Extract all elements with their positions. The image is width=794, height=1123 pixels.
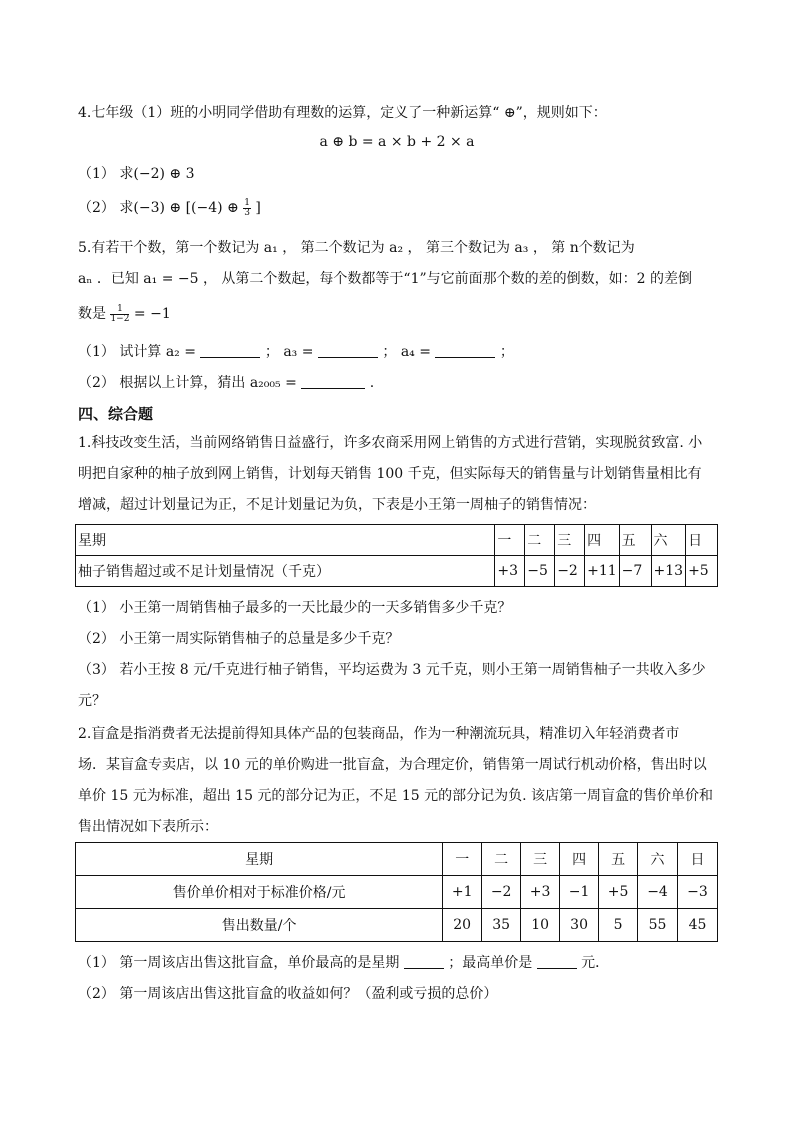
- table-header-day: 三: [555, 525, 585, 556]
- table-cell: +3: [521, 876, 560, 909]
- answer-blank-price[interactable]: [537, 954, 577, 969]
- table-cell: 35: [482, 909, 521, 942]
- table-header-day: 五: [619, 525, 651, 556]
- table-cell: 10: [521, 909, 560, 942]
- table-cell: 5: [599, 909, 638, 942]
- c1-line2: 明把自家种的柚子放到网上销售，计划每天销售 100 千克，但实际每天的销售量与计划销售量相比有: [78, 466, 702, 482]
- table-header-day: 六: [651, 525, 686, 556]
- fraction-numerator: 1: [244, 197, 250, 208]
- table-header-day: 四: [585, 525, 620, 556]
- c1-line1: 1.科技改变生活，当前网络销售日益盛行，许多农商采用网上销售的方式进行营销，实现脱贫致富. 小: [78, 435, 703, 451]
- answer-blank-day[interactable]: [404, 954, 444, 969]
- q5-line1: 5.有若干个数，第一个数记为 a₁ ， 第二个数记为 a₂ ， 第三个数记为 a₃ ， 第 n个数记为: [78, 240, 635, 256]
- table-header-day: 日: [678, 843, 718, 876]
- table-header-day: 一: [443, 843, 482, 876]
- q5-part1: [78, 342, 514, 362]
- q4-intro: 4.七年级（1）班的小明同学借助有理数的运算，定义了一种新运算“ ⊕”，规则如下：: [78, 105, 607, 121]
- q5-part2: [78, 373, 374, 393]
- table-cell: −7: [619, 556, 651, 587]
- q5-part2-text: 根据以上计算，猜出 a₂₀₀₅ =: [119, 375, 297, 391]
- q4-part2-text: 求(−3) ⊕ [(−4) ⊕: [119, 200, 239, 216]
- c1-line3: 增减，超过计划量记为正，不足计划量记为负，下表是小王第一周柚子的销售情况：: [78, 497, 596, 513]
- table-header-day: 二: [525, 525, 555, 556]
- table-header-day: 二: [482, 843, 521, 876]
- table-cell: +5: [599, 876, 638, 909]
- section-title: 四、综合题: [78, 405, 154, 423]
- q4-part1-number: （1）: [78, 166, 115, 182]
- c2-line2: 场．某盲盒专卖店，以 10 元的单价购进一批盲盒，为合理定价，销售第一周试行机动价格，售出时以: [78, 757, 707, 773]
- q5-part2-end: .: [369, 375, 375, 391]
- fraction-denominator: 3: [244, 207, 250, 218]
- q4-part2-close: ]: [255, 200, 261, 216]
- q5-line2: aₙ ．已知 a₁ = −5 ， 从第二个数起，每个数都等于“1”与它前面那个数的差的倒数，如：2 的差倒: [78, 271, 693, 287]
- table-row: [76, 909, 718, 942]
- q4-part1-text: 求(−2) ⊕ 3: [119, 166, 195, 182]
- q4-part2-number: （2）: [78, 200, 115, 216]
- q4-rule: a ⊕ b = a × b + 2 × a: [319, 134, 475, 150]
- table-row-label: 售出数量/个: [76, 909, 443, 942]
- table-cell: +5: [686, 556, 718, 587]
- table-cell: 45: [678, 909, 718, 942]
- blind-box-sales-table: [75, 842, 718, 942]
- table-row: [76, 525, 718, 556]
- c2-part1-text-a: （1） 第一周该店出售这批盲盒，单价最高的是星期: [78, 955, 400, 971]
- c2-line3: 单价 15 元为标准，超出 15 元的部分记为正，不足 15 元的部分记为负. 该店第一周盲盒的售价单价和: [78, 788, 714, 804]
- c2-part1-text-b: ；最高单价是: [448, 955, 533, 971]
- table-row: [76, 843, 718, 876]
- table-cell: +3: [495, 556, 525, 587]
- c2-part2: （2） 第一周该店出售这批盲盒的收益如何？（盈利或亏损的总价）: [78, 986, 498, 1002]
- table-row: [76, 556, 718, 587]
- table-row: [76, 876, 718, 909]
- answer-blank-a2[interactable]: [200, 343, 260, 358]
- q4-part1: [78, 164, 194, 184]
- c1-part3-line2: 元？: [78, 693, 106, 709]
- q5-part1-number: （1）: [78, 344, 115, 360]
- table-header-label: 星期: [76, 843, 443, 876]
- c1-part3-line1: （3） 若小王按 8 元/千克进行柚子销售，平均运费为 3 元千克，则小王第一周销售柚子一共收入多少: [78, 662, 706, 678]
- answer-blank-a2005[interactable]: [301, 374, 365, 389]
- c2-part1: [78, 953, 609, 973]
- q5-fraction: [110, 305, 129, 324]
- table-header-day: 五: [599, 843, 638, 876]
- q5-line3: [78, 304, 171, 324]
- q5-line3-pre: 数是: [78, 306, 106, 322]
- q4-part2: [78, 198, 261, 218]
- q5-part1-a4: ； a₄ =: [382, 344, 431, 360]
- table-cell: −4: [638, 876, 678, 909]
- table-cell: 30: [560, 909, 599, 942]
- q4-part2-fraction: [243, 199, 251, 218]
- c2-line1: 2.盲盒是指消费者无法提前得知具体产品的包装商品，作为一种潮流玩具，精准切入年轻消费者市: [78, 726, 680, 742]
- table-header-day: 四: [560, 843, 599, 876]
- table-cell: +13: [651, 556, 686, 587]
- table-cell: +1: [443, 876, 482, 909]
- table-cell: −3: [678, 876, 718, 909]
- fraction-denominator: 1−2: [110, 313, 130, 324]
- c2-line4: 售出情况如下表所示：: [78, 819, 218, 835]
- table-header-day: 六: [638, 843, 678, 876]
- table-cell: 20: [443, 909, 482, 942]
- table-cell: +11: [585, 556, 620, 587]
- table-header-label: 星期: [76, 525, 495, 556]
- table-cell: −1: [560, 876, 599, 909]
- c2-part1-text-c: 元．: [581, 955, 610, 971]
- c1-part1: （1） 小王第一周销售柚子最多的一天比最少的一天多销售多少千克？: [78, 600, 512, 616]
- q5-part1-a3: ； a₃ =: [264, 344, 314, 360]
- fraction-numerator: 1: [110, 305, 129, 315]
- table-cell: 55: [638, 909, 678, 942]
- answer-blank-a4[interactable]: [435, 343, 495, 358]
- table-header-day: 三: [521, 843, 560, 876]
- q5-part2-number: （2）: [78, 375, 115, 391]
- table-cell: −2: [482, 876, 521, 909]
- q5-line3-post: = −1: [133, 306, 171, 322]
- table-cell: −5: [525, 556, 555, 587]
- q5-part1-a2: 试计算 a₂ =: [119, 344, 196, 360]
- table-row-label: 售价单价相对于标准价格/元: [76, 876, 443, 909]
- c1-part2: （2） 小王第一周实际销售柚子的总量是多少千克？: [78, 631, 400, 647]
- grapefruit-sales-table: [75, 524, 718, 587]
- table-header-day: 日: [686, 525, 718, 556]
- table-header-day: 一: [495, 525, 525, 556]
- answer-blank-a3[interactable]: [318, 343, 378, 358]
- table-cell: −2: [555, 556, 585, 587]
- q5-part1-end: ；: [499, 344, 514, 360]
- table-row-label: 柚子销售超过或不足计划量情况（千克）: [76, 556, 495, 587]
